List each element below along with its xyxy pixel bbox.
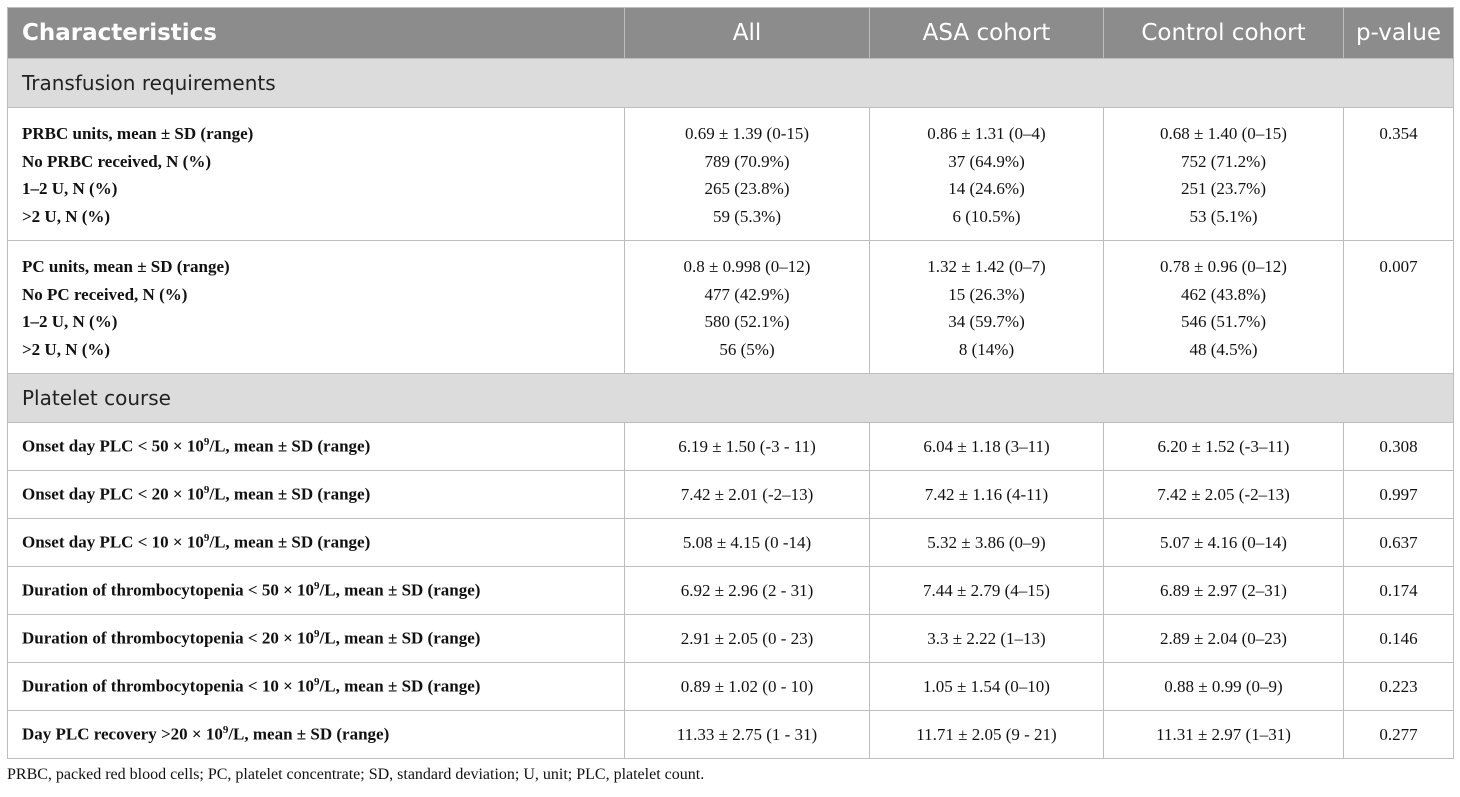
row-label: >2 U, N (%) [22,206,111,226]
pc-p-value [1344,241,1454,374]
cell-value: 546 (51.7%) [1181,312,1266,331]
row-label [8,567,625,615]
cell-p-value: 0.637 [1344,519,1454,567]
section-title-transfusion: Transfusion requirements [8,59,1454,108]
cell-value: 34 (59.7%) [948,312,1025,331]
label-text: Day PLC recovery >20 × 10 [22,724,223,744]
table-footnote: PRBC, packed red blood cells; PC, platelet concentrate; SD, standard deviation; U, unit; PLC, platelet count. [7,766,705,783]
label-text: /L, mean ± SD (range) [319,676,481,696]
label-superscript: 9 [314,628,320,641]
cell-value: 462 (43.8%) [1181,284,1266,304]
cell-value: 14 (24.6%) [948,179,1025,198]
cell-asa: 3.3 ± 2.22 (1–13) [870,615,1104,663]
cell-value: 37 (64.9%) [948,151,1025,171]
label-text: Duration of thrombocytopenia < 20 × 10 [22,628,315,648]
cell-value: 789 (70.9%) [704,151,790,171]
label-text: /L, mean ± SD (range) [319,580,481,600]
cell-asa: 6.04 ± 1.18 (3–11) [870,423,1104,471]
header-asa-cohort: ASA cohort [870,8,1104,59]
table-row-recovery [8,711,1454,759]
label-superscript: 9 [203,532,210,545]
cell-p-value: 0.146 [1344,615,1454,663]
label-text: Onset day PLC < 50 × 10 [22,436,204,456]
row-label [8,423,625,471]
cell-p-value: 0.174 [1344,567,1454,615]
row-label [8,663,625,711]
row-label [8,711,625,759]
cell-value: 265 (23.8%) [704,179,790,198]
label-text: Duration of thrombocytopenia < 50 × 10 [22,580,315,600]
cell-control: 5.07 ± 4.16 (0–14) [1104,519,1344,567]
section-row-transfusion [8,59,1454,108]
label-text: Duration of thrombocytopenia < 10 × 10 [22,676,315,696]
section-row-platelet [8,374,1454,423]
table-row-prbc [8,108,1454,241]
row-label: No PC received, N (%) [22,284,188,304]
header-p-value: p-value [1344,8,1454,59]
cell-value: 53 (5.1%) [1189,206,1258,226]
cell-value: 56 (5%) [719,339,775,359]
row-label: No PRBC received, N (%) [22,151,212,171]
cell-control: 7.42 ± 2.05 (-2–13) [1104,471,1344,519]
cell-asa: 1.05 ± 1.54 (0–10) [870,663,1104,711]
row-label: 1–2 U, N (%) [22,179,118,198]
label-superscript: 9 [203,436,210,449]
label-text: Onset day PLC < 20 × 10 [22,484,204,504]
cell-all: 6.92 ± 2.96 (2 - 31) [625,567,870,615]
label-text: /L, mean ± SD (range) [228,724,390,744]
cell-value: 0.78 ± 0.96 (0–12) [1160,257,1287,276]
cell-all: 6.19 ± 1.50 (-3 - 11) [625,423,870,471]
cell-value: 580 (52.1%) [704,312,790,331]
row-label: 1–2 U, N (%) [22,312,118,331]
table-row-onset-20 [8,471,1454,519]
cell-asa: 11.71 ± 2.05 (9 - 21) [870,711,1104,759]
prbc-all-values [625,108,870,241]
pc-control-values [1104,241,1344,374]
cell-value: 1.32 ± 1.42 (0–7) [927,257,1046,276]
cell-control: 11.31 ± 2.97 (1–31) [1104,711,1344,759]
cell-value: 0.68 ± 1.40 (0–15) [1160,124,1287,143]
prbc-p-value [1344,108,1454,241]
label-text: /L, mean ± SD (range) [209,532,371,552]
cell-value: 59 (5.3%) [713,206,781,226]
prbc-control-values [1104,108,1344,241]
cell-value: 48 (4.5%) [1189,339,1258,359]
row-label [8,471,625,519]
cell-p-value: 0.997 [1344,471,1454,519]
cell-all: 2.91 ± 2.05 (0 - 23) [625,615,870,663]
header-all: All [625,8,870,59]
pc-asa-values [870,241,1104,374]
label-text: /L, mean ± SD (range) [319,628,481,648]
table-row-onset-50 [8,423,1454,471]
label-superscript: 9 [203,484,210,497]
cell-p-value: 0.277 [1344,711,1454,759]
cell-all: 0.89 ± 1.02 (0 - 10) [625,663,870,711]
label-text: /L, mean ± SD (range) [209,436,371,456]
label-superscript: 9 [314,580,320,593]
cell-value: 0.8 ± 0.998 (0–12) [683,257,811,276]
pc-labels [8,241,625,374]
header-characteristics: Characteristics [8,8,625,59]
cell-value: 15 (26.3%) [948,284,1025,304]
cell-control: 6.89 ± 2.97 (2–31) [1104,567,1344,615]
table-row-onset-10 [8,519,1454,567]
cell-value: 477 (42.9%) [704,284,790,304]
label-text: Onset day PLC < 10 × 10 [22,532,204,552]
cell-asa: 7.42 ± 1.16 (4-11) [870,471,1104,519]
section-title-platelet: Platelet course [8,374,1454,423]
cell-all: 7.42 ± 2.01 (-2–13) [625,471,870,519]
label-text: /L, mean ± SD (range) [209,484,371,504]
cell-value: 8 (14%) [958,339,1015,359]
cell-control: 0.88 ± 0.99 (0–9) [1104,663,1344,711]
prbc-labels [8,108,625,241]
cell-value: 6 (10.5%) [952,206,1021,226]
cell-value: 0.86 ± 1.31 (0–4) [927,124,1046,143]
cell-control: 6.20 ± 1.52 (-3–11) [1104,423,1344,471]
cell-all: 5.08 ± 4.15 (0 -14) [625,519,870,567]
label-superscript: 9 [222,724,229,737]
p-value: 0.007 [1379,257,1418,276]
row-label: >2 U, N (%) [22,339,111,359]
header-row [8,8,1454,59]
row-label [8,519,625,567]
cell-control: 2.89 ± 2.04 (0–23) [1104,615,1344,663]
cell-asa: 5.32 ± 3.86 (0–9) [870,519,1104,567]
pc-all-values [625,241,870,374]
table-row-duration-20 [8,615,1454,663]
label-superscript: 9 [314,676,320,689]
cell-p-value: 0.308 [1344,423,1454,471]
row-label: PC units, mean ± SD (range) [22,257,230,276]
table-row-duration-10 [8,663,1454,711]
cell-value: 0.69 ± 1.39 (0-15) [684,124,810,143]
p-value: 0.354 [1379,124,1418,143]
cell-value: 752 (71.2%) [1181,151,1266,171]
characteristics-table [7,7,1454,759]
prbc-asa-values [870,108,1104,241]
header-control-cohort: Control cohort [1104,8,1344,59]
cell-asa: 7.44 ± 2.79 (4–15) [870,567,1104,615]
table-row-pc [8,241,1454,374]
cell-p-value: 0.223 [1344,663,1454,711]
row-label [8,615,625,663]
cell-all: 11.33 ± 2.75 (1 - 31) [625,711,870,759]
table-row-duration-50 [8,567,1454,615]
cell-value: 251 (23.7%) [1181,179,1266,198]
row-label: PRBC units, mean ± SD (range) [22,124,254,143]
